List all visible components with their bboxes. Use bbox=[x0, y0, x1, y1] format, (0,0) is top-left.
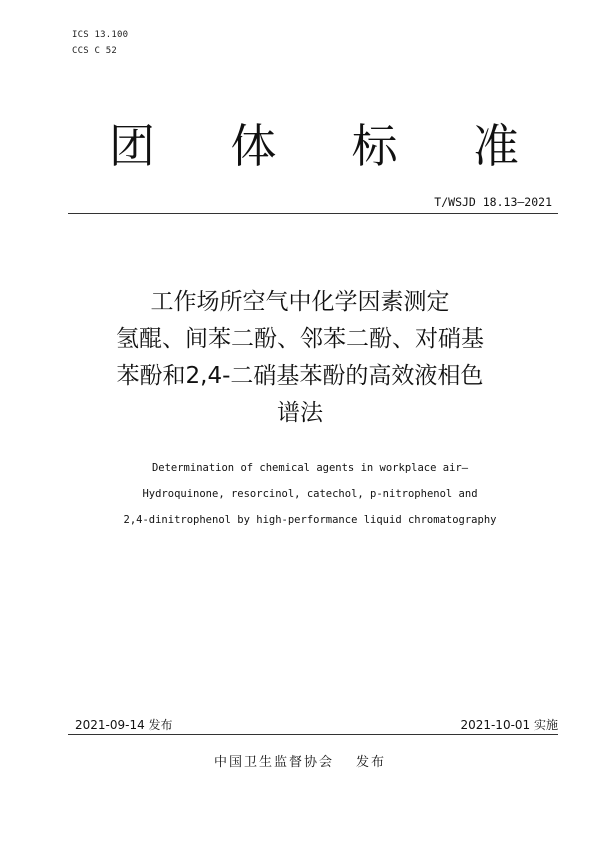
english-title-line: Determination of chemical agents in workplace air— bbox=[151, 462, 469, 474]
issue-date: 2021-09-14 发布 bbox=[75, 718, 173, 732]
title-char: 体 bbox=[230, 119, 277, 173]
title-char: 团 bbox=[109, 119, 155, 173]
chinese-title-line: 氢醌、间苯二酚、邻苯二酚、对硝基 bbox=[116, 326, 484, 352]
ccs-code: CCS C 52 bbox=[72, 46, 117, 56]
issuer-action: 发布 bbox=[356, 755, 387, 770]
chinese-title-line: 工作场所空气中化学因素测定 bbox=[150, 289, 450, 315]
standard-number: T/WSJD 18.13—2021 bbox=[434, 195, 552, 209]
english-title bbox=[40, 455, 580, 533]
title-char: 标 bbox=[351, 119, 398, 173]
top-divider bbox=[68, 213, 558, 214]
english-title-line: 2,4-dinitrophenol by high-performance liquid chromatography bbox=[123, 514, 497, 526]
title-char: 准 bbox=[472, 119, 519, 173]
chinese-title-line: 谱法 bbox=[277, 400, 323, 426]
issuer-name: 中国卫生监督协会 bbox=[213, 755, 334, 770]
ics-code: ICS 13.100 bbox=[72, 30, 129, 40]
implementation-date: 2021-10-01 实施 bbox=[460, 718, 558, 732]
chinese-title-line: 苯酚和2,4-二硝基苯酚的高效液相色 bbox=[116, 363, 484, 389]
document-type-title bbox=[104, 118, 524, 174]
chinese-title bbox=[60, 284, 540, 432]
issuer-line bbox=[0, 751, 600, 770]
bottom-divider bbox=[68, 734, 558, 735]
english-title-line: Hydroquinone, resorcinol, catechol, p-nitrophenol and bbox=[142, 488, 478, 500]
